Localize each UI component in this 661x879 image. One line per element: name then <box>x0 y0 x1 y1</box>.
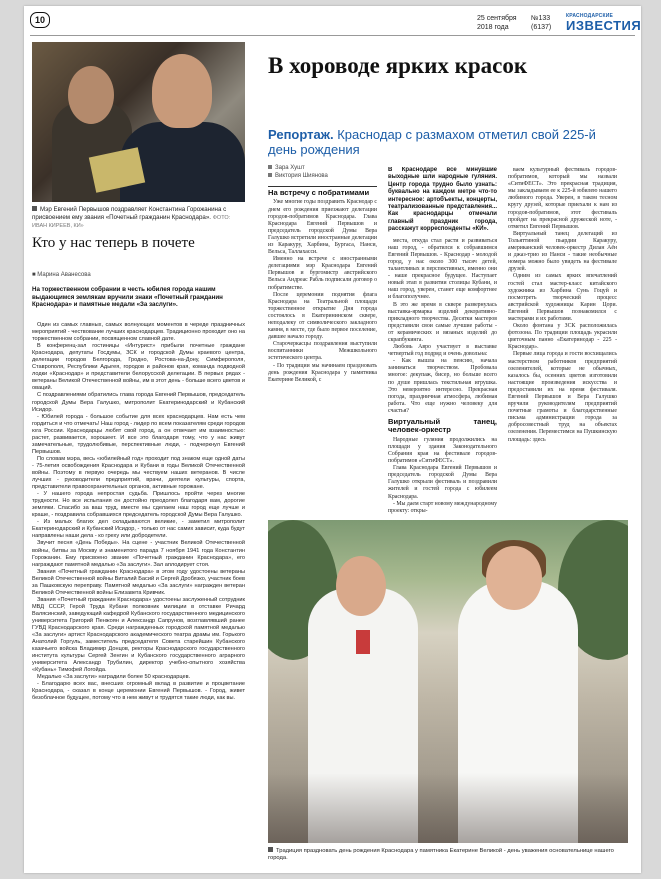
caption-marker <box>32 206 37 211</box>
paragraph: Глава Краснодара Евгений Первышов и председатель городской Думы Вера Галушко открыли фестиваль и поздравили жителей и гостей города с юбилеем Краснодара. <box>388 465 497 500</box>
subtitle-text: Краснодар с размахом отметил свой 225-й день рождения <box>268 127 596 157</box>
section-heading: Виртуальный танец, человек-оркестр <box>388 417 497 435</box>
left-article-author: ■ Марина Аванесова <box>32 272 91 278</box>
left-article-lead: На торжественном собрании в честь юбилея города нашим выдающимся землякам вручили знаки «Почетный гражданин Краснодара» и памятные медали «За заслуги». <box>32 286 223 309</box>
paragraph: Уже многие годы поздравить Краснодар с днем его рождения приезжают делегации городов-побратимов Краснодара. Глава Краснодара Евгений Первышов и председатель городской Думы Вера Галушко встретили иностранные делегации из Каракуру, Харбина, Бургаса, Нанси, Вельса, Таллахасси. <box>268 199 377 256</box>
paragraph: - Из малых благих дел складываются великие, - заметил митрополит Екатеринодарский и Кубанский Исидор, - только от нас самих зависит, куда будут направлены наши дела - ко греху или добродетели. <box>32 519 245 540</box>
award-photo <box>32 42 245 202</box>
paragraph: С поздравлениями обратились глава города Евгений Первышов, председатель городской Думы Вера Галушко, митрополит Екатеринодарский и Кубанский Исидор. <box>32 392 245 413</box>
paragraph: Одним из самых ярких впечатлений гостей стал мастер-класс китайского художника из Харбина Сунь Гоцуй и посмотреть творческий процесс австрийской художницы Карин Цори. Евгений Первышов познакомился с мастерами и их работами. <box>508 273 617 322</box>
festival-photo <box>268 520 628 843</box>
paragraph: Медалью «За заслуги» наградили более 50 краснодарцев. <box>37 674 191 681</box>
left-article-title: Кто у нас теперь в почете <box>32 235 195 251</box>
author-name: Марина Аванесова <box>37 272 91 278</box>
left-article-body <box>32 322 245 868</box>
paragraph: Около фонтана у ЗСК расположилась фотозона. По традиции площадь украсили цветочным панно «Екатеринодар - 225 - Краснодар». <box>508 323 617 351</box>
section-heading: На встречу с побратимами <box>268 186 377 197</box>
paragraph: - Мы даем старт новому международному проекту: откры- <box>388 500 497 514</box>
caption-text: Мэр Евгений Первышов поздравляет Константина Горожанина с присвоением ему звания «Почетный гражданин Краснодара». <box>32 206 227 221</box>
year-line: 2018 года <box>477 24 509 31</box>
paragraph: Звучит песня «День Победы». На сцене - участник Великой Отечественной войны, битвы за Москву и знаменитого парада 7 ноября 1941 года Константин Горожанин. Ему присвоено звание «Почетный гражданин Краснодара», его награждают памятной медалью «За заслуги». Зал аплодирует стоя. <box>32 540 245 568</box>
article-column-3 <box>508 167 617 520</box>
author-name: Зара Хушт <box>275 165 305 171</box>
issue-date <box>477 14 517 32</box>
right-article-title: В хороводе ярких красок <box>268 53 528 78</box>
caption-text: Традиция праздновать день рождения Краснодара у памятника Екатерине Великой - день уважения основательнице нашего города. <box>268 848 614 862</box>
paragraph: Виртуальный танец делегаций из Тольяттиной пьардии Каракуру, американский человек-оркестр Дилан Аён и джаз-трио из Нанси - такие необычные номера можно было увидеть на фестивале друзей. <box>508 230 617 273</box>
logo-small-text: КРАСНОДАРСКИЕ <box>566 13 614 19</box>
paragraph: После церемонии поднятия флага Краснодара на Театральной площади торжественное открытие Дня города состоялось в Екатерининском сквере, неподалеку от символического закладного камня, в месте, где было первое поселение, давшее начало городу. <box>268 291 377 341</box>
issue-line: №133 <box>531 15 551 22</box>
festival-photo-caption <box>268 847 628 862</box>
date-line: 25 сентября <box>477 15 517 22</box>
paragraph: Любовь Авро участвует в выставке четвертый год подряд и очень довольна: <box>388 344 497 358</box>
author-name: Виктория Шиянова <box>275 173 328 179</box>
article-column-1 <box>268 183 377 520</box>
award-photo-caption <box>32 206 245 231</box>
header-divider <box>30 35 635 36</box>
paragraph: - По традиции мы начинаем праздновать день рождения Краснодара у памятника Екатерине Великой, с <box>268 362 377 383</box>
caption-marker <box>268 847 273 852</box>
paragraph: ваем культурный фестиваль городов-побратимов, который мы назвали «СитиФЕСТ». Это прекрасная традиция, мы закладываем ее к 225-й юбилею нашего любимого города. Уверен, в таком тесном кругу друзей, которые приехали к нам из городов-побратимов, этот фестиваль пройдет на прекрасной дружеской ноте, - отметил Евгений Первышов. <box>508 167 617 230</box>
right-article-authors <box>268 164 328 180</box>
paragraph: Народные гуляния продолжились на площади у здания Законодательного Собрания края на фестивале городов-побратимов «СитиФЕСТ». <box>388 436 497 465</box>
article-lead: В Краснодаре все минувшие выходные шли народные гуляния. Центр города трудно было узнать: буквально на каждом метре что-то интересное: артобъекты, концерты, театрализованные представления... Как краснодарцы отмечали главный праздник города, расскажут корреспонденты «КИ». <box>388 167 497 233</box>
photo-credit: ФОТО: ИВАН КИРЕЕВ, КИ» <box>32 214 231 230</box>
logo-large-text: ИЗВЕСТИЯ <box>566 18 641 33</box>
paragraph: В конференц-зал гостиницы «Интурист» прибыли почетные граждане Краснодара, депутаты Госдумы, ЗСК и городской Думы краевого центра, делегации городов Белгорода, Гродно, Ростова-на-Дону, Симферополя, Ставрополя, Республики Адыгея, городов и районов края, команда подводной лодки «Краснодар» и представители белорусской делегации. В первых рядах - ветераны Великой Отечественной войны, им в этот день - больше всего цветов и оваций. <box>32 343 245 392</box>
paragraph: места, откуда стал расти и развиваться наш город, - обратился к собравшимся Евгений Первышов. - Краснодар - молодой город, у нас около 300 тысяч детей, талантливых и перспективных, именно они - наше прекрасное будущее. Наступает новый этап в развитии столицы Кубани, и наш город, уверен, станет еще комфортнее и благополучнее. <box>388 237 497 301</box>
newspaper-page <box>24 6 641 873</box>
paragraph: - Юбилей города - большое событие для всех краснодарцев. Нам есть чем гордиться и что отмечать! Наш город - лидер по всем показателям среди городов юга России. Краснодарцы любят свой город, а он отвечает им взаимностью: растет, развивается, хорошеет. И все это благодаря тому, что у нас живут замечательные, трудолюбивые, перспективные люди, - подчеркнул Евгений Первышов. <box>32 413 245 455</box>
issue-total-line: (6137) <box>531 24 552 31</box>
paragraph: По словам мэра, весь «юбилейный год» проходит под знаком еще одной даты - 75-летия освобождения Краснодара и Кубани в годы Великой Отечественной войны. Поэтому в первую очередь мы чествуем наших ветеранов. В числе лучших - руководители предприятий, врачи, деятели культуры, спорта, представители правоохранительных органов, активные горожане. <box>32 455 245 491</box>
issue-number <box>531 14 551 32</box>
paragraph: Звания «Почетный гражданин Краснодара» удостоены заслуженный сотрудник МВД СССР, Герой Труда Кубани полковник милиции в отставке Ричард Валясинский, заведующий кафедрой Кубанского государственного медицинского университета Григорий Пенжоян и Александр Сапрунов, возглавлявший ранее ГУВД Краснодарского края. Среди награжденных городской памятной медалью «За заслуги» артист Краснодарского академического театра драмы им. Горького Анатолий Горгуль, заместитель председателя Совета старейшин Кубанского казачьего войска Владимир Донцов, ректоры Краснодарского государственного института культуры Сергей Зенгин и Кубанского государственного аграрного университета Александр Трубилин, директор учебно-опытного хозяйства «Кубань» Тимофей Логойда. <box>32 596 245 674</box>
paragraph: Именно на встрече с иностранными делегациями мэр Краснодара Евгений Первышов и бургомистр австрийского Вельса Андреас Рабль подписали договор о побратимстве. <box>268 256 377 291</box>
paragraph: - Как вышла на пенсию, начала заниматься творчеством. Пробовала многое: декупаж, бисер, но больше всего по душе пришлась текстильная игрушка. Это невероятно интересно. Прекрасная погода, праздничная атмосфера, любимая работа. Что еще нужно человеку для счастья? <box>388 358 497 414</box>
newspaper-logo <box>566 13 641 33</box>
paragraph: В это же время в сквере развернулась выставка-ярмарка изделий декоративно-прикладного творчества. Десятки мастеров представили свои самые лучшие работы - от керамических и вязаных изделий до скрапбукинга. <box>388 301 497 343</box>
paragraph: Звания «Почетный гражданин Краснодара» в этом году удостоены ветераны Великой Отечественной войны Виталий Басий и Сергей Дробязко, участник боев за Пашковскую переправу. Памятной медалью «За заслуги» награжден ветеран Великой Отечественной войны Елизавета Кривчик. <box>32 568 245 596</box>
page-number: 10 <box>30 12 50 28</box>
article-column-2 <box>388 167 497 520</box>
rubric: Репортаж. <box>268 127 334 142</box>
right-article-subtitle <box>268 127 628 157</box>
paragraph: - Благодарю всех вас, внесших огромный вклад в развитие и процветание Краснодара, - сказал в конце церемонии Евгений Первышов. - Город, живет безоблачное будущее, потому что в нем живут и трудятся такие люди, как вы. <box>32 681 245 702</box>
paragraph: Первые лица города и гости восхищались мастерством работников предприятий озеленителей, которые не обычных, казалось бы, осенних цветов изготовили настоящие произведения искусства и предоставили их на время фестиваля. Евгений Первышов и Вера Галушко вручили руководителям предприятий почетные грамоты и благодарственные письма администрации города за добросовестный труд на объектах озеленения. Переместимся на Пушкинскую площадь: здесь <box>508 351 617 443</box>
paragraph: - У нашего города непростая судьба. Пришлось пройти через многие трудности. Но все испытания он достойно преодолел благодаря вам, дорогие земляки. Спасибо за ваш труд, вместе мы сделаем наш город еще лучше и краше, - поздравила собравшихся председатель городской Думы Вера Галушко. <box>32 491 245 519</box>
paragraph: Один из самых главных, самых волнующих моментов в череде праздничных мероприятий - чествование лучших краснодарцев. Традиционно проходит оно на торжественном собрании, посвященном славной дате. <box>32 322 245 343</box>
paragraph: Старочеркасцы поздравления выступили воспитанники Межшкольного эстетического центра. <box>268 341 377 362</box>
